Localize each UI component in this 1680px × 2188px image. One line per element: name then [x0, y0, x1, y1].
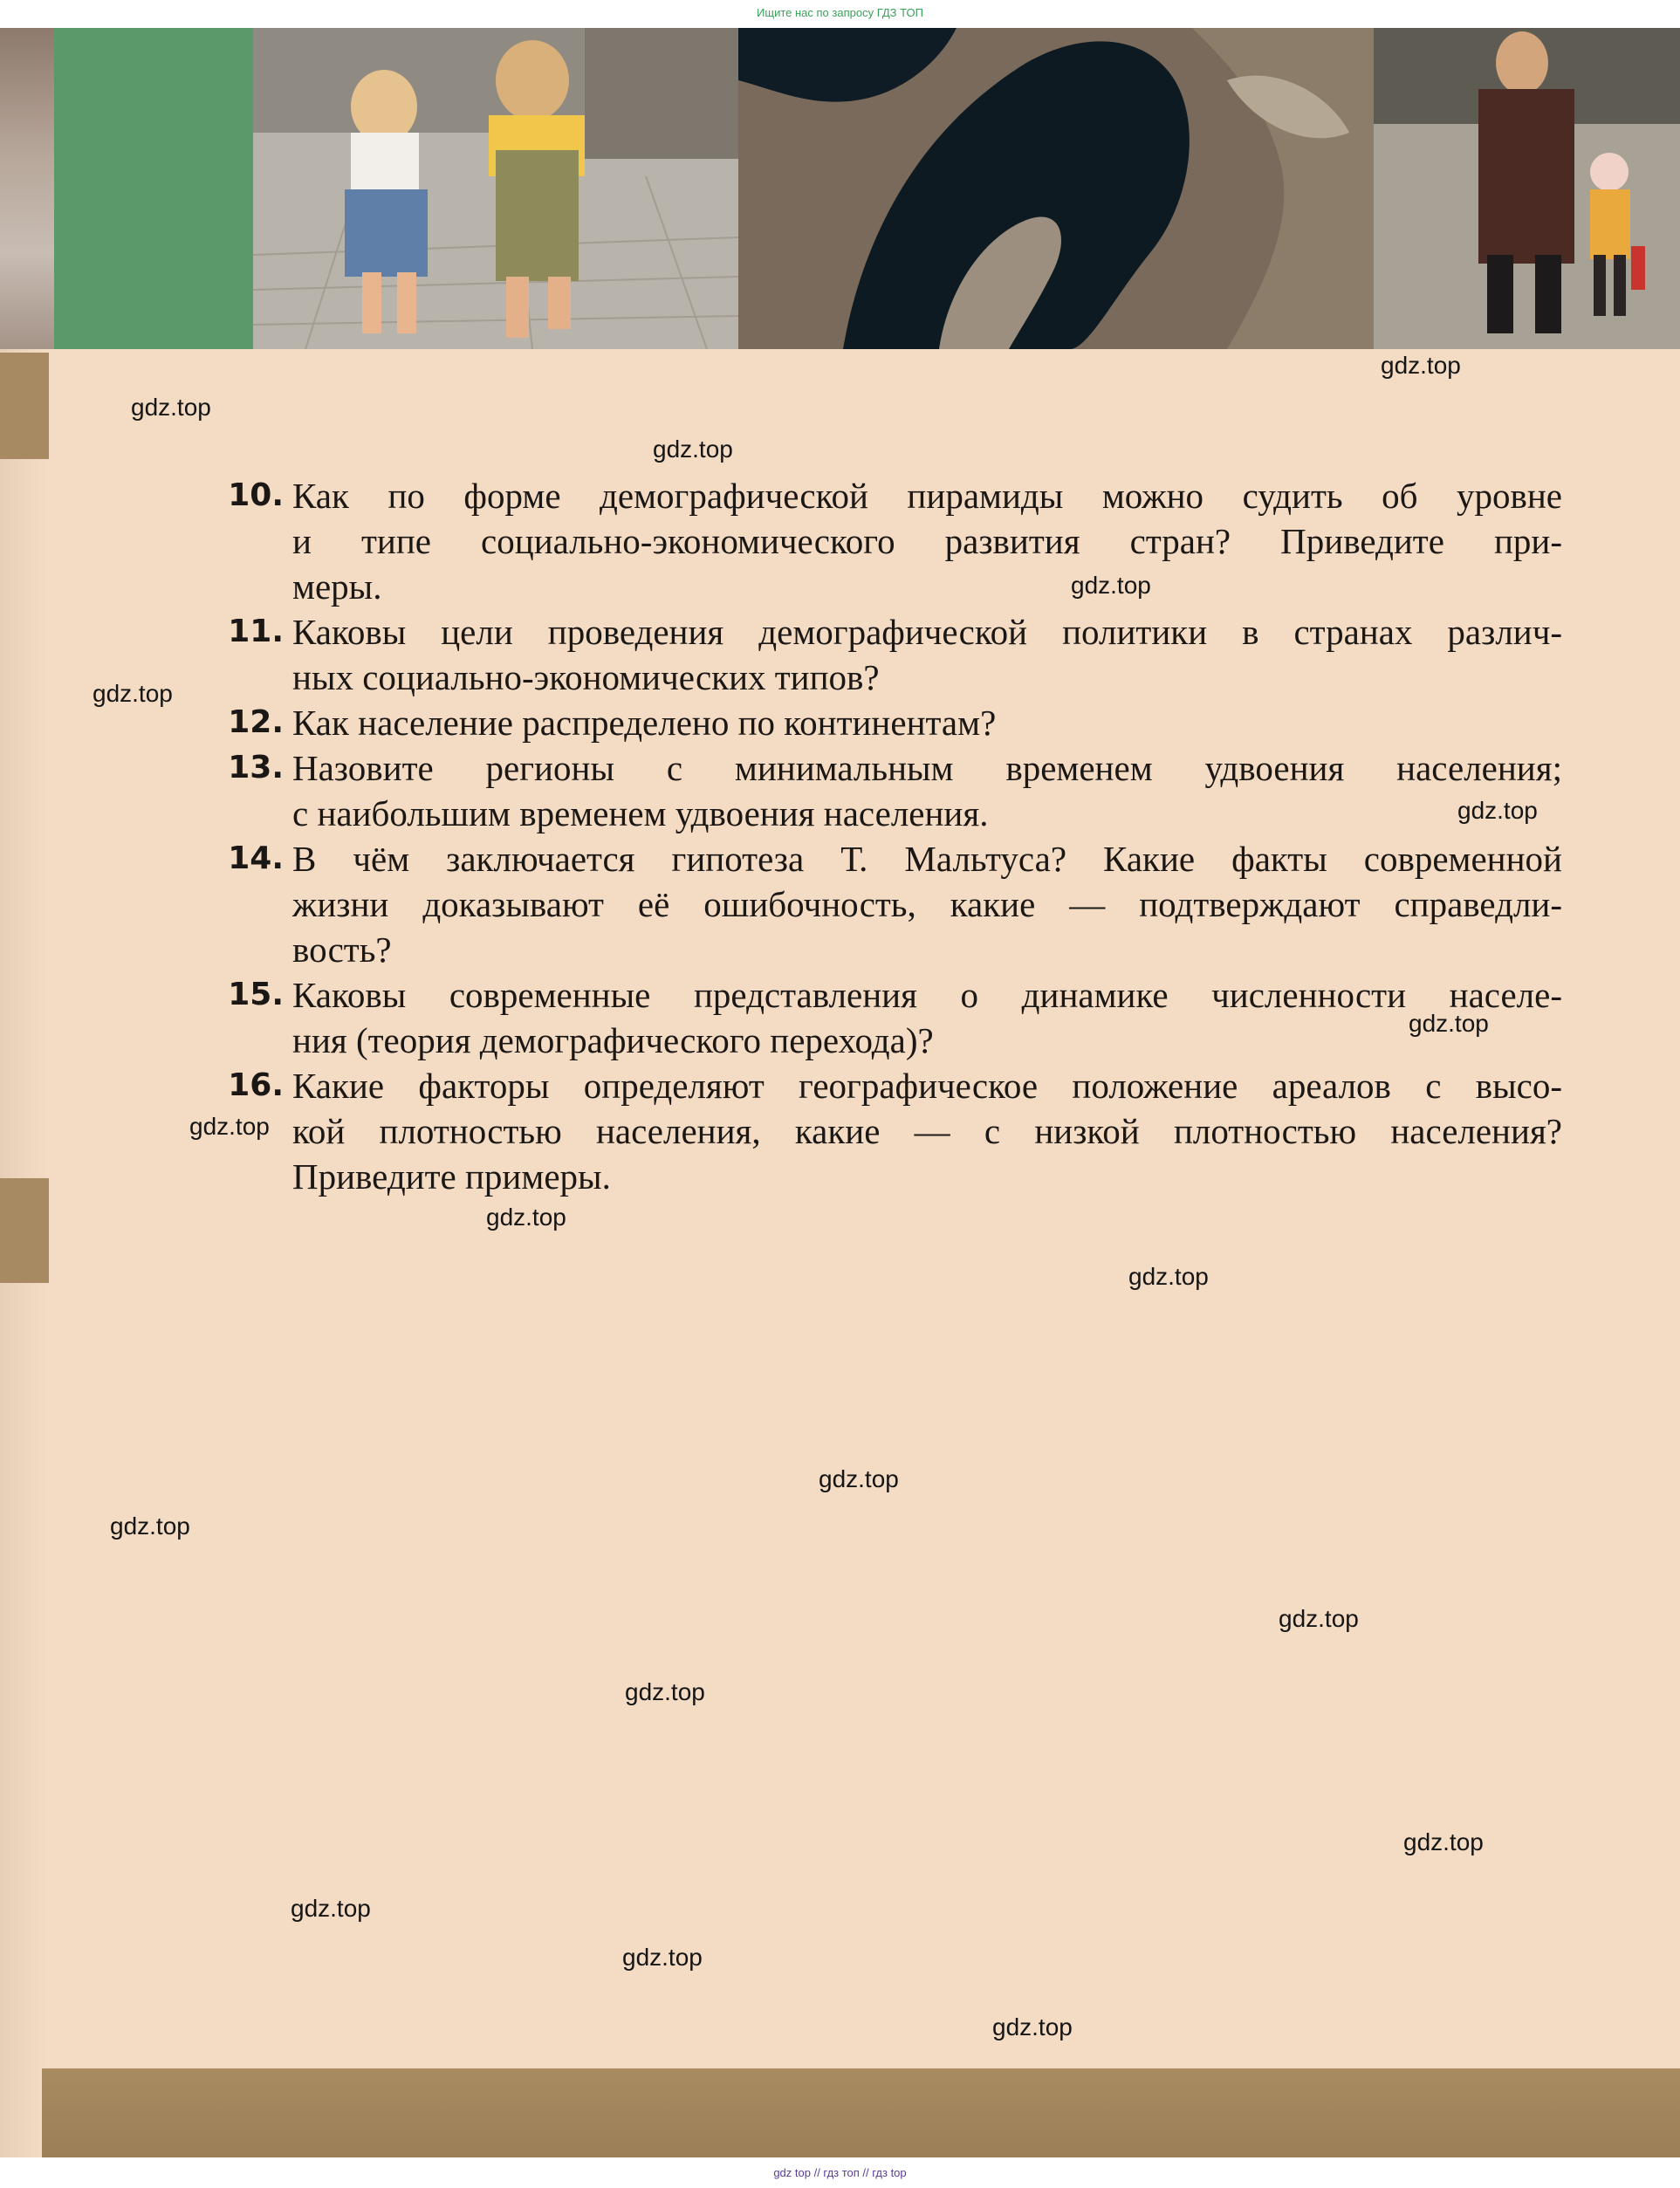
question-14-line-1: В чём заключается гипотеза Т. Мальтуса? Какие факты современной — [292, 839, 1562, 879]
question-11-line-1: Каковы цели проведения демографической политики в странах различ- — [292, 612, 1562, 652]
question-16-line-3: Приведите примеры. — [292, 1156, 611, 1197]
question-16-line-2: кой плотностью населения, какие — с низкой плотностью населения? — [292, 1111, 1562, 1151]
question-10-line-1: Как по форме демографической пирамиды можно судить об уровне — [292, 476, 1562, 516]
green-color-strip — [54, 28, 253, 349]
top-search-note: Ищите нас по запросу ГДЗ ТОП — [757, 6, 923, 19]
watermark: gdz.top — [819, 1465, 899, 1492]
satellite-image — [738, 28, 1374, 349]
street-photo-fragment — [0, 28, 54, 349]
question-number: 14. — [228, 840, 284, 876]
question-12-line-1: Как население распределено по континентам? — [292, 703, 997, 743]
watermark: gdz.top — [625, 1678, 705, 1705]
question-number: 15. — [228, 977, 284, 1012]
watermark: gdz.top — [1381, 352, 1461, 379]
question-10-line-2: и типе социально-экономического развития стран? Приведите при- — [292, 521, 1562, 561]
watermark: gdz.top — [93, 680, 173, 707]
question-number: 10. — [228, 477, 284, 513]
question-number: 13. — [228, 750, 284, 785]
question-13-line-1: Назовите регионы с минимальным временем удвоения населения; — [292, 748, 1562, 788]
photo-banner — [0, 28, 1680, 349]
footer-note: gdz top // гдз топ // гдз top — [0, 2157, 1680, 2188]
question-number: 16. — [228, 1067, 284, 1103]
watermark: gdz.top — [189, 1113, 270, 1140]
watermark: gdz.top — [1403, 1828, 1484, 1855]
watermark: gdz.top — [622, 1944, 703, 1971]
question-16-line-1: Какие факторы определяют географическое положение ареалов с высо- — [292, 1066, 1562, 1106]
question-14-line-2: жизни доказывают её ошибочность, какие — подтверждают справедли- — [292, 884, 1562, 924]
watermark: gdz.top — [291, 1895, 371, 1922]
question-14-line-3: вость? — [292, 929, 392, 970]
question-13-line-2: с наибольшим временем удвоения населения. — [292, 793, 989, 833]
children-walking-photo — [253, 28, 738, 349]
question-10-line-3: меры. — [292, 566, 382, 607]
watermark: gdz.top — [653, 436, 733, 463]
watermark: gdz.top — [486, 1204, 566, 1231]
watermark: gdz.top — [1457, 797, 1538, 824]
edge-tab-middle — [0, 1178, 49, 1283]
park-family-photo — [1374, 28, 1680, 349]
watermark: gdz.top — [1279, 1605, 1359, 1632]
watermark: gdz.top — [992, 2013, 1073, 2041]
question-number: 12. — [228, 704, 284, 740]
question-15-line-2: ния (теория демографического перехода)? — [292, 1020, 934, 1060]
edge-tab-top — [0, 353, 49, 459]
watermark: gdz.top — [110, 1512, 190, 1540]
question-11-line-2: ных социально-экономических типов? — [292, 657, 880, 697]
question-number: 11. — [228, 614, 284, 649]
watermark: gdz.top — [1409, 1010, 1489, 1037]
textbook-page — [0, 28, 1680, 2157]
question-15-line-1: Каковы современные представления о динамике численности населе- — [292, 975, 1562, 1015]
watermark: gdz.top — [1128, 1263, 1209, 1290]
watermark: gdz.top — [1071, 572, 1151, 599]
bottom-color-band — [42, 2068, 1680, 2157]
watermark: gdz.top — [131, 394, 211, 421]
